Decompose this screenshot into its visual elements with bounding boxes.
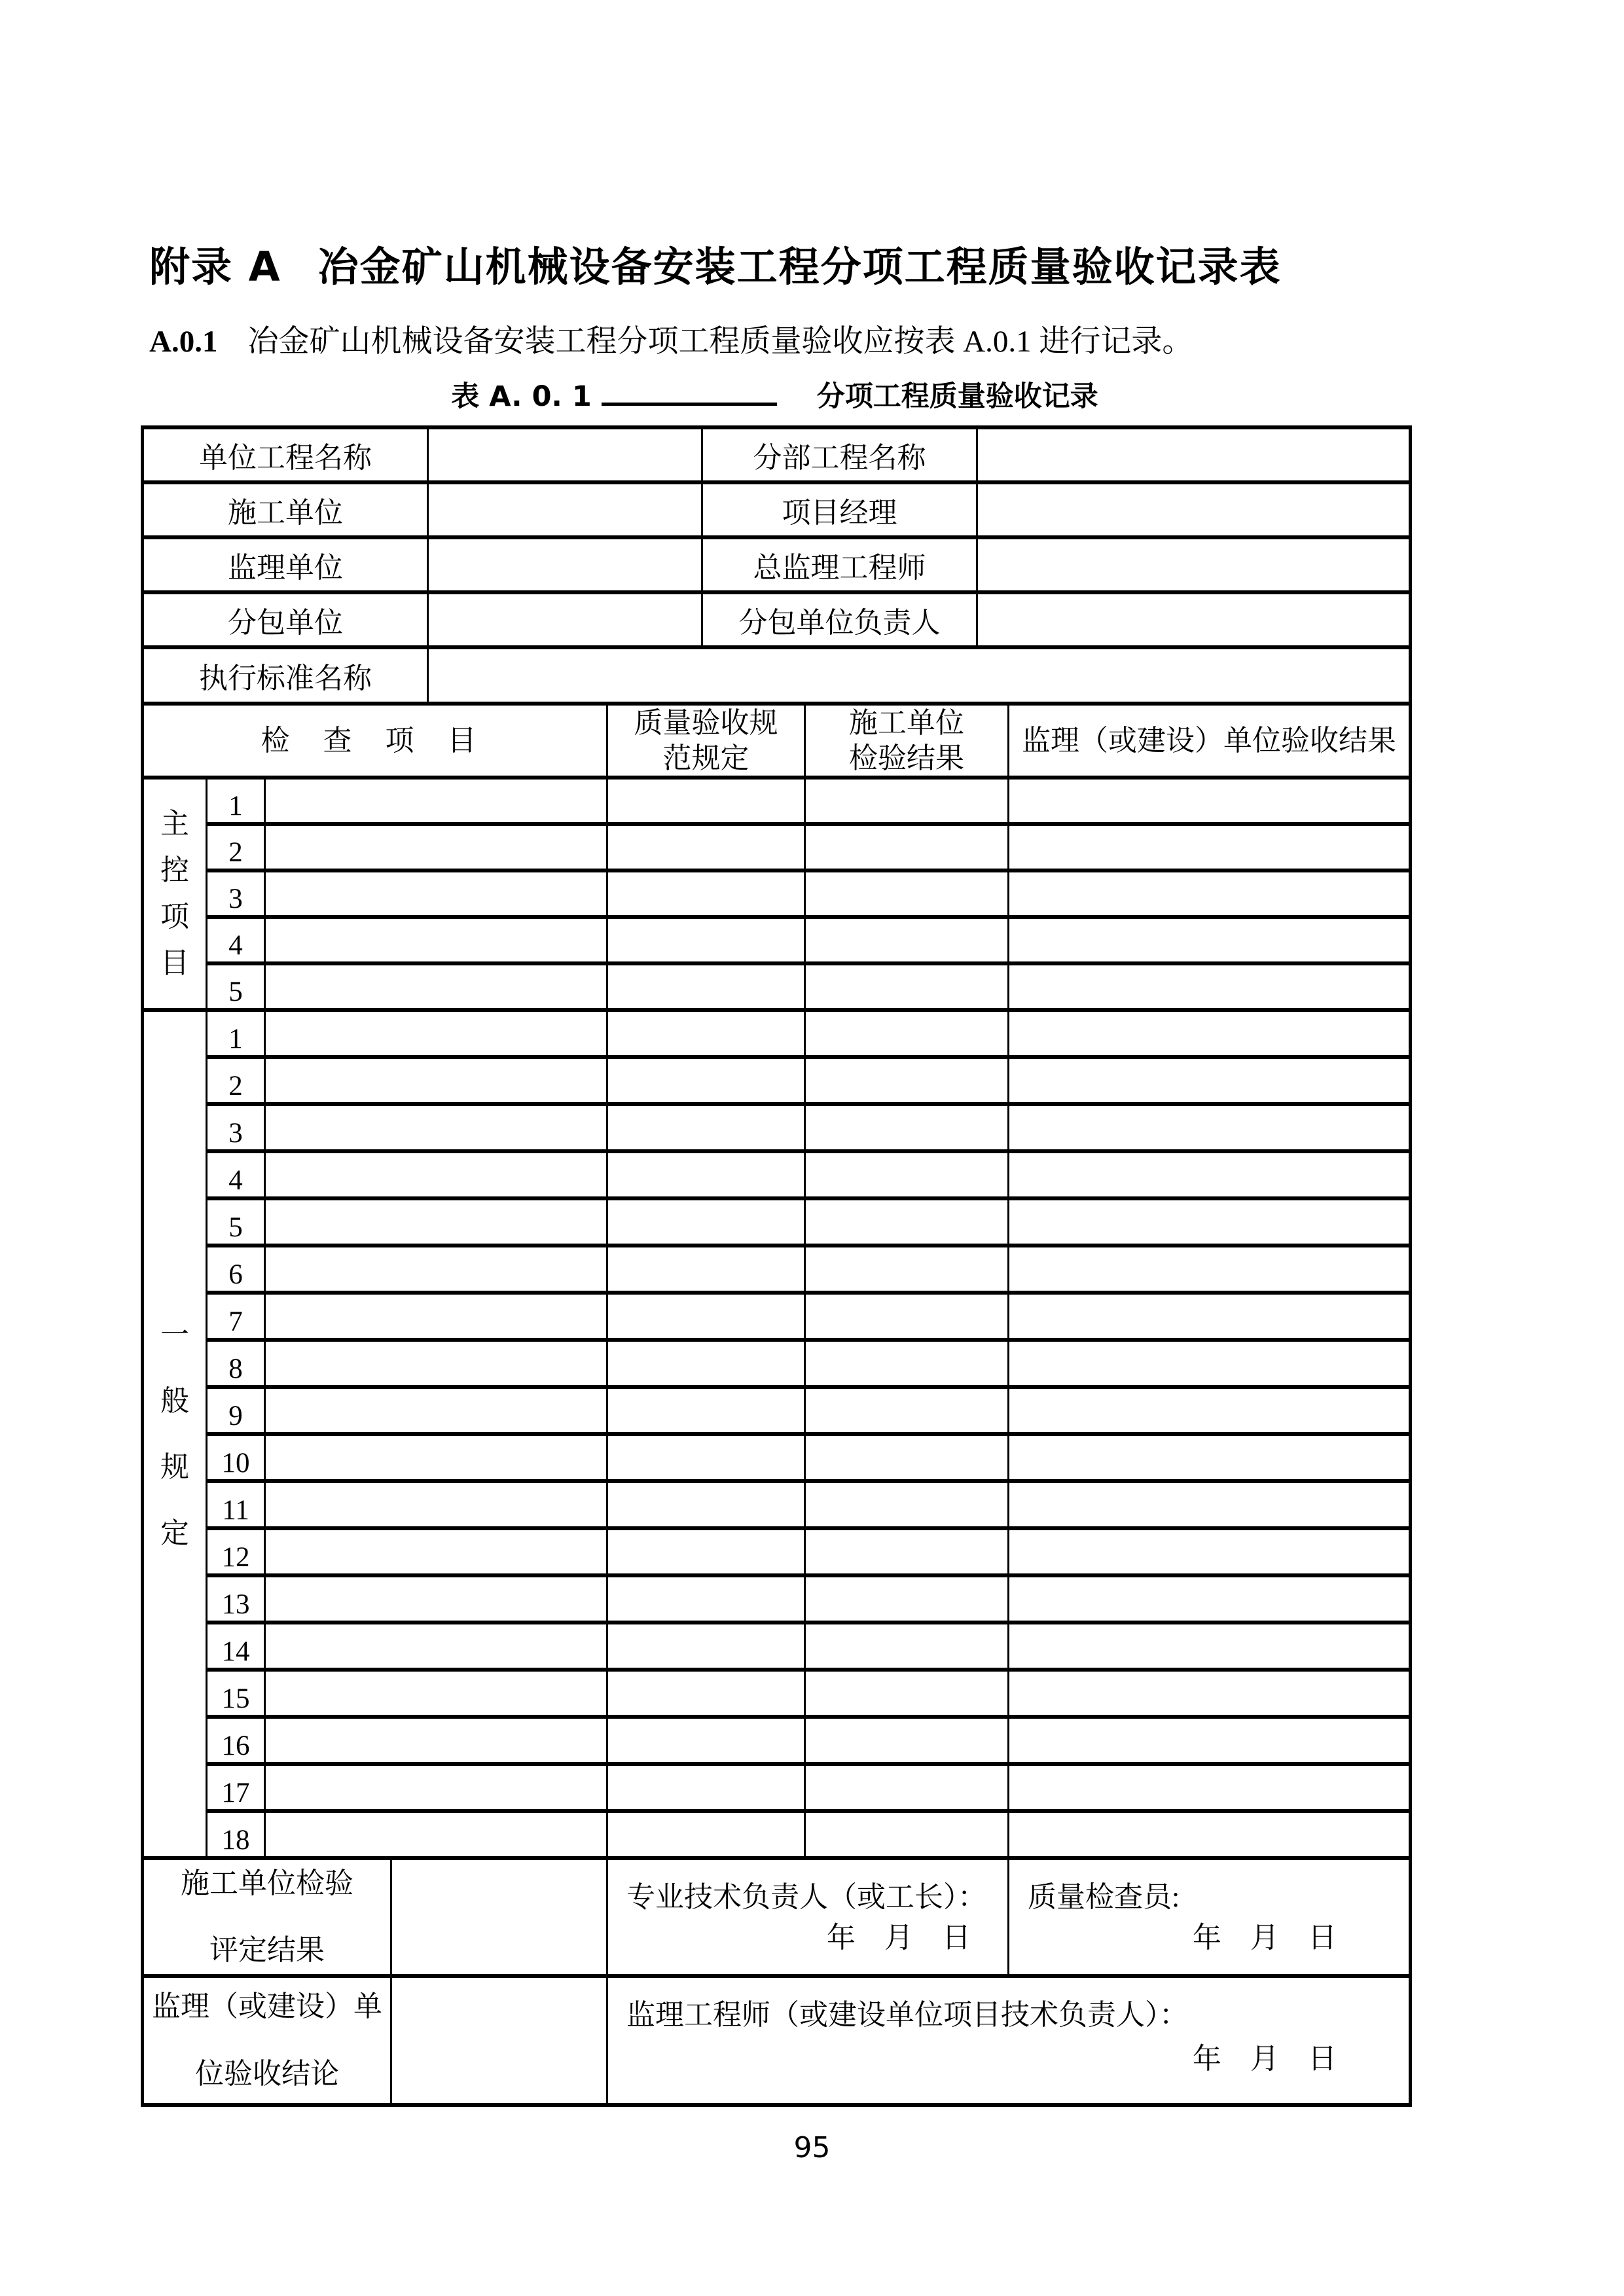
supervisor-conclusion-label: 监理（或建设）单 位验收结论: [143, 1976, 391, 2105]
supervisor-result-cell: [1009, 1434, 1411, 1481]
spec-cell: [607, 1104, 805, 1151]
item-description-cell: [265, 1717, 607, 1764]
contractor-result-cell: [805, 1434, 1009, 1481]
item-number: 14: [207, 1623, 265, 1670]
subcontractor-head-value: [977, 592, 1411, 647]
quality-inspector-date: 年 月 日: [1193, 1922, 1337, 1954]
spec-cell: [607, 1340, 805, 1387]
contractor-result-cell: [805, 1151, 1009, 1198]
contractor-result-cell: [805, 1528, 1009, 1575]
item-description-cell: [265, 870, 607, 917]
item-number: 11: [207, 1481, 265, 1528]
table-row: [143, 1670, 1411, 1717]
section-label-main-control: 主 控 项 目: [143, 778, 207, 1010]
spec-cell: [607, 1528, 805, 1575]
supervisor-result-cell: [1009, 1010, 1411, 1057]
construction-unit-label: 施工单位: [143, 482, 428, 537]
supervision-unit-label: 监理单位: [143, 537, 428, 592]
table-row: [143, 1293, 1411, 1340]
item-number: 2: [207, 1057, 265, 1104]
item-description-cell: [265, 1010, 607, 1057]
spec-header: 质量验收规 范规定: [607, 704, 805, 778]
item-description-cell: [265, 1057, 607, 1104]
chief-supervisor-label: 总监理工程师: [702, 537, 977, 592]
item-description-cell: [265, 1387, 607, 1434]
contractor-result-cell: [805, 1764, 1009, 1811]
project-manager-value: [977, 482, 1411, 537]
table-row: [143, 1976, 1411, 2105]
item-number: 12: [207, 1528, 265, 1575]
table-row: [143, 1387, 1411, 1434]
supervisor-result-cell: [1009, 778, 1411, 824]
project-manager-label: 项目经理: [702, 482, 977, 537]
item-description-cell: [265, 1151, 607, 1198]
supervisor-result-cell: [1009, 1623, 1411, 1670]
table-row: [143, 1811, 1411, 1858]
acceptance-record-table: [141, 425, 1412, 2107]
table-header-row: [143, 704, 1411, 778]
item-number: 1: [207, 1010, 265, 1057]
table-row: [143, 778, 1411, 824]
contractor-result-cell: [805, 1670, 1009, 1717]
sub-project-name-label: 分部工程名称: [702, 427, 977, 482]
contractor-result-header: 施工单位 检验结果: [805, 704, 1009, 778]
item-description-cell: [265, 1575, 607, 1623]
item-number: 16: [207, 1717, 265, 1764]
quality-inspector-sign-cell: [1009, 1858, 1411, 1976]
table-row: [143, 917, 1411, 963]
item-description-cell: [265, 1246, 607, 1293]
contractor-result-cell: [805, 1717, 1009, 1764]
supervisor-result-cell: [1009, 1293, 1411, 1340]
spec-cell: [607, 1434, 805, 1481]
contractor-result-cell: [805, 824, 1009, 870]
item-number: 13: [207, 1575, 265, 1623]
table-row: [143, 1481, 1411, 1528]
supervisor-result-cell: [1009, 917, 1411, 963]
clause-a01: [149, 317, 1193, 361]
spec-cell: [607, 1293, 805, 1340]
contractor-result-cell: [805, 917, 1009, 963]
supervisor-conclusion-value: [391, 1976, 607, 2105]
spec-cell: [607, 1151, 805, 1198]
item-number: 5: [207, 1198, 265, 1246]
table-row: [143, 1623, 1411, 1670]
supervisor-engineer-label: 监理工程师（或建设单位项目技术负责人）：: [626, 1999, 1188, 2032]
item-description-cell: [265, 1670, 607, 1717]
spec-cell: [607, 1387, 805, 1434]
subcontractor-label: 分包单位: [143, 592, 428, 647]
table-row: [143, 537, 1411, 592]
spec-cell: [607, 1057, 805, 1104]
contractor-result-cell: [805, 1293, 1009, 1340]
sub-project-name-value: [977, 427, 1411, 482]
spec-cell: [607, 1764, 805, 1811]
table-row: [143, 1858, 1411, 1976]
item-description-cell: [265, 824, 607, 870]
subcontractor-head-label: 分包单位负责人: [702, 592, 977, 647]
supervisor-result-cell: [1009, 1528, 1411, 1575]
supervisor-engineer-date: 年 月 日: [1193, 2043, 1337, 2075]
supervisor-result-cell: [1009, 1198, 1411, 1246]
contractor-result-cell: [805, 870, 1009, 917]
item-number: 9: [207, 1387, 265, 1434]
page-number: 95: [793, 2131, 831, 2164]
table-row: [143, 1104, 1411, 1151]
item-number: 5: [207, 963, 265, 1010]
item-number: 2: [207, 824, 265, 870]
supervisor-engineer-sign-cell: [607, 1976, 1411, 2105]
item-description-cell: [265, 1104, 607, 1151]
item-number: 3: [207, 1104, 265, 1151]
contractor-result-cell: [805, 1010, 1009, 1057]
table-row: [143, 1151, 1411, 1198]
spec-cell: [607, 778, 805, 824]
spec-cell: [607, 1623, 805, 1670]
supervisor-result-cell: [1009, 1764, 1411, 1811]
item-number: 4: [207, 917, 265, 963]
contractor-result-cell: [805, 1057, 1009, 1104]
clause-text: 冶金矿山机械设备安装工程分项工程质量验收应按表 A.0.1 进行记录。: [247, 325, 1193, 359]
spec-cell: [607, 1246, 805, 1293]
table-row: [143, 482, 1411, 537]
appendix-title: [149, 234, 1282, 293]
item-number: 17: [207, 1764, 265, 1811]
item-description-cell: [265, 963, 607, 1010]
table-row: [143, 1010, 1411, 1057]
spec-cell: [607, 870, 805, 917]
table-row: [143, 1434, 1411, 1481]
contractor-result-cell: [805, 1811, 1009, 1858]
item-number: 18: [207, 1811, 265, 1858]
table-caption-prefix: 表 A. 0. 1: [451, 380, 592, 413]
supervisor-result-header: 监理（或建设）单位验收结果: [1009, 704, 1411, 778]
contractor-result-cell: [805, 1387, 1009, 1434]
unit-project-name-value: [428, 427, 702, 482]
contractor-result-cell: [805, 778, 1009, 824]
construction-unit-value: [428, 482, 702, 537]
table-row: [143, 592, 1411, 647]
contractor-result-cell: [805, 1575, 1009, 1623]
supervisor-result-cell: [1009, 1575, 1411, 1623]
contractor-result-cell: [805, 1246, 1009, 1293]
item-number: 8: [207, 1340, 265, 1387]
item-description-cell: [265, 1340, 607, 1387]
table-row: [143, 824, 1411, 870]
item-number: 7: [207, 1293, 265, 1340]
item-number: 15: [207, 1670, 265, 1717]
contractor-result-cell: [805, 1104, 1009, 1151]
supervisor-result-cell: [1009, 1340, 1411, 1387]
table-row: [143, 1717, 1411, 1764]
spec-cell: [607, 824, 805, 870]
check-item-header: 检 查 项 目: [143, 704, 607, 778]
item-description-cell: [265, 1293, 607, 1340]
item-description-cell: [265, 1198, 607, 1246]
supervisor-result-cell: [1009, 1151, 1411, 1198]
contractor-evaluation-label: 施工单位检验 评定结果: [143, 1858, 391, 1976]
supervisor-result-cell: [1009, 1387, 1411, 1434]
item-number: 10: [207, 1434, 265, 1481]
appendix-title-number: 附录 A: [149, 243, 281, 291]
item-number: 3: [207, 870, 265, 917]
subcontractor-value: [428, 592, 702, 647]
supervisor-result-cell: [1009, 963, 1411, 1010]
table-row: [143, 427, 1411, 482]
supervisor-result-cell: [1009, 870, 1411, 917]
supervision-unit-value: [428, 537, 702, 592]
item-number: 6: [207, 1246, 265, 1293]
item-description-cell: [265, 1623, 607, 1670]
chief-supervisor-value: [977, 537, 1411, 592]
section-label-general: 一 般 规 定: [143, 1010, 207, 1858]
spec-cell: [607, 1670, 805, 1717]
item-description-cell: [265, 1764, 607, 1811]
supervisor-result-cell: [1009, 1246, 1411, 1293]
item-description-cell: [265, 1481, 607, 1528]
spec-cell: [607, 1575, 805, 1623]
contractor-result-cell: [805, 1198, 1009, 1246]
supervisor-result-cell: [1009, 1057, 1411, 1104]
table-row: [143, 1764, 1411, 1811]
supervisor-result-cell: [1009, 1717, 1411, 1764]
tech-leader-date: 年 月 日: [827, 1922, 971, 1954]
supervisor-result-cell: [1009, 1670, 1411, 1717]
item-description-cell: [265, 1528, 607, 1575]
table-row: [143, 1340, 1411, 1387]
tech-leader-label: 专业技术负责人（或工长）：: [626, 1881, 986, 1914]
contractor-result-cell: [805, 1340, 1009, 1387]
item-description-cell: [265, 1434, 607, 1481]
item-description-cell: [265, 1811, 607, 1858]
supervisor-result-cell: [1009, 1481, 1411, 1528]
table-row: [143, 1246, 1411, 1293]
contractor-evaluation-value: [391, 1858, 607, 1976]
spec-cell: [607, 1717, 805, 1764]
spec-cell: [607, 1198, 805, 1246]
contractor-result-cell: [805, 1481, 1009, 1528]
contractor-result-cell: [805, 963, 1009, 1010]
table-row: [143, 1575, 1411, 1623]
spec-cell: [607, 1010, 805, 1057]
spec-cell: [607, 1481, 805, 1528]
table-row: [143, 963, 1411, 1010]
table-row: [143, 1198, 1411, 1246]
clause-number: A.0.1: [149, 325, 218, 359]
table-caption-blank-line: [602, 375, 777, 406]
item-description-cell: [265, 778, 607, 824]
supervisor-result-cell: [1009, 1811, 1411, 1858]
item-number: 4: [207, 1151, 265, 1198]
table-row: [143, 1528, 1411, 1575]
supervisor-result-cell: [1009, 1104, 1411, 1151]
tech-leader-sign-cell: [607, 1858, 1009, 1976]
standard-name-value: [428, 647, 1411, 704]
table-row: [143, 647, 1411, 704]
appendix-title-text: 冶金矿山机械设备安装工程分项工程质量验收记录表: [317, 243, 1282, 291]
spec-cell: [607, 963, 805, 1010]
contractor-result-cell: [805, 1623, 1009, 1670]
unit-project-name-label: 单位工程名称: [143, 427, 428, 482]
item-description-cell: [265, 917, 607, 963]
spec-cell: [607, 1811, 805, 1858]
quality-inspector-label: 质量检查员:: [1028, 1881, 1180, 1914]
table-row: [143, 870, 1411, 917]
table-caption-suffix: 分项工程质量验收记录: [816, 380, 1098, 413]
spec-cell: [607, 917, 805, 963]
item-number: 1: [207, 778, 265, 824]
supervisor-result-cell: [1009, 824, 1411, 870]
standard-name-label: 执行标准名称: [143, 647, 428, 704]
table-row: [143, 1057, 1411, 1104]
table-caption: [141, 374, 1409, 414]
